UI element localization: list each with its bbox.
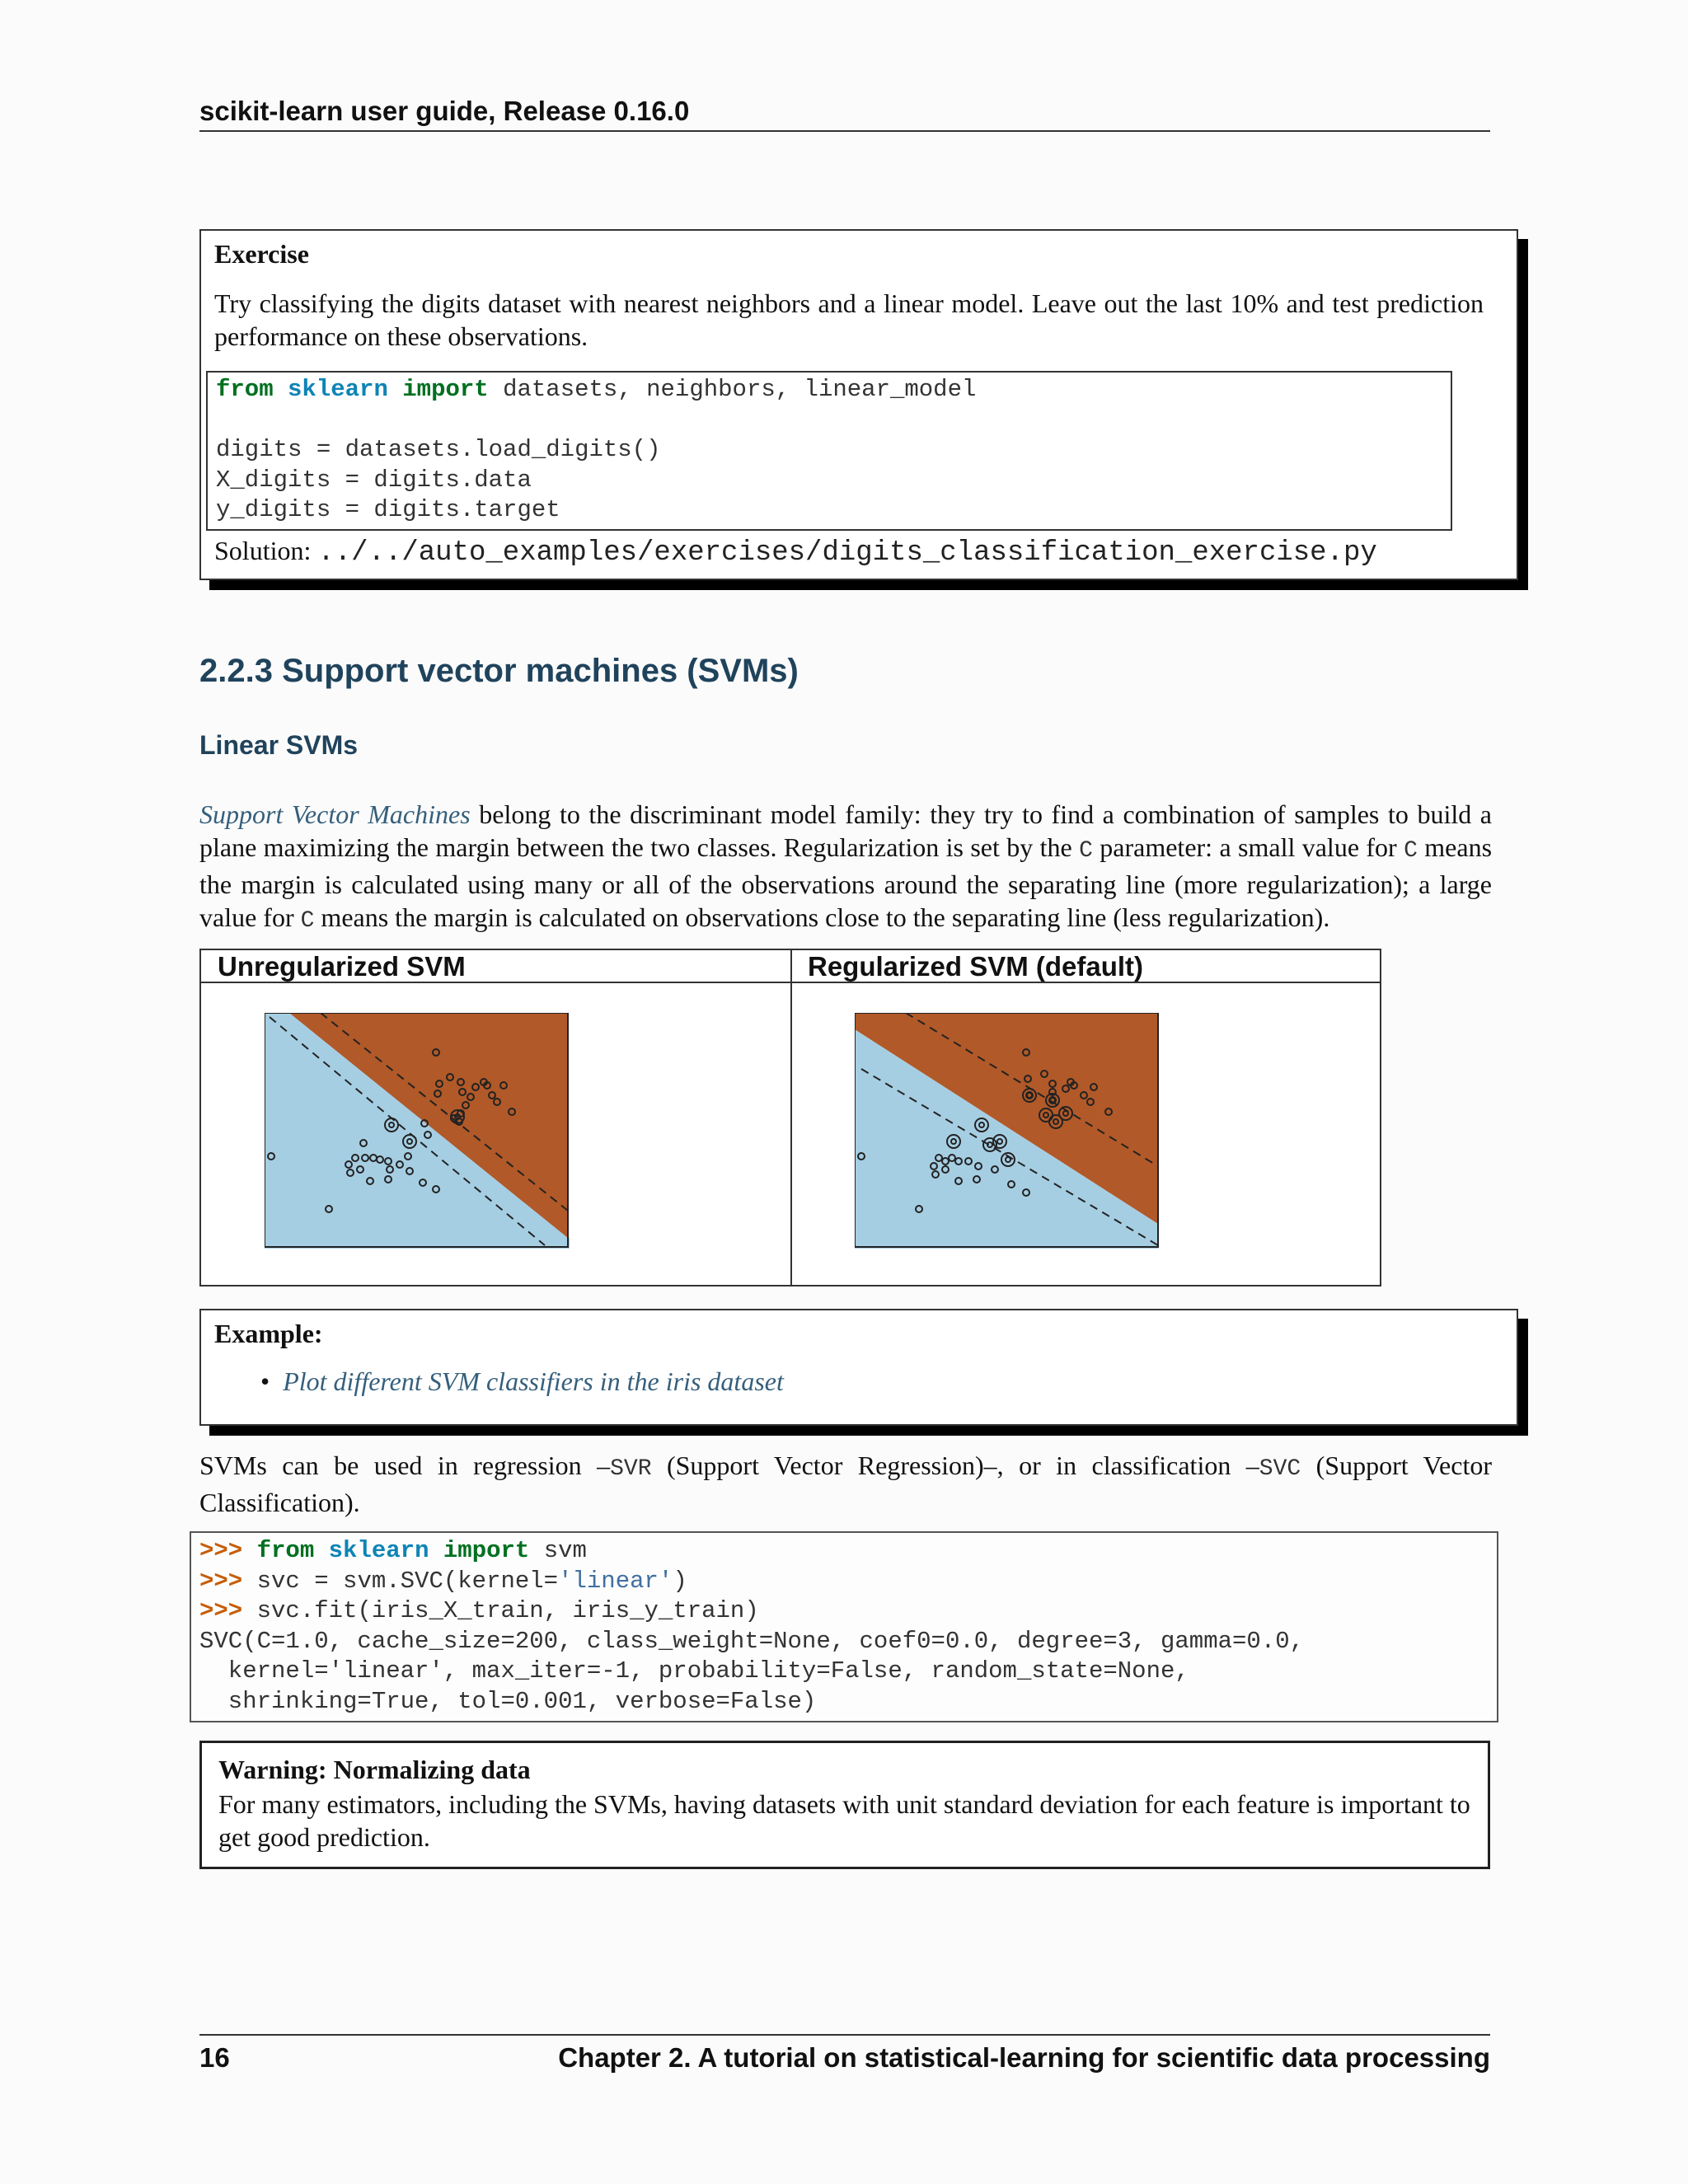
example-title: Example: xyxy=(214,1319,323,1348)
code-module: sklearn xyxy=(288,376,388,403)
footer-rule xyxy=(199,2034,1490,2036)
subsection-heading: Linear SVMs xyxy=(199,730,359,760)
regularized-svm-plot xyxy=(855,1013,1160,1249)
warning-title: Warning: Normalizing data xyxy=(218,1755,531,1784)
code-output: shrinking=True, tol=0.001, verbose=False) xyxy=(199,1687,817,1715)
code-line: y_digits = digits.target xyxy=(216,496,560,523)
text-run: belong to the discriminant model family: they try to find a combination of samples to build a plane maximizing the margin between the two classes. Regularization is set by the xyxy=(199,799,1493,862)
warning-text: For many estimators, including the SVMs, having datasets with unit standard deviation for each feature is important to get good prediction. xyxy=(218,1789,1470,1852)
figure-divider xyxy=(790,950,792,1285)
code-text: datasets, neighbors, linear_model xyxy=(488,376,977,403)
code-string: 'linear' xyxy=(558,1567,673,1595)
svm-link[interactable]: Support Vector Machines xyxy=(199,799,471,829)
page-number: 16 xyxy=(199,2042,230,2073)
inline-code: C xyxy=(300,908,315,934)
bullet: • xyxy=(260,1366,270,1396)
text-run: SVMs can be used in regression – xyxy=(199,1451,611,1480)
inline-code: C xyxy=(1079,838,1093,864)
solution-path-link[interactable]: ../../auto_examples/exercises/digits_classification_exercise.py xyxy=(317,537,1377,569)
code-output: SVC(C=1.0, cache_size=200, class_weight=None, coef0=0.0, degree=3, gamma=0.0, xyxy=(199,1627,1305,1655)
running-header: scikit-learn user guide, Release 0.16.0 xyxy=(199,92,1490,132)
inline-code: C xyxy=(1404,838,1418,864)
regularized-header: Regularized SVM (default) xyxy=(791,950,1380,983)
text-run: means the margin is calculated using many or all of the observations around the separating line (more regularization); a large value for xyxy=(199,832,1493,932)
code-text: svm xyxy=(529,1537,587,1564)
svc-code: SVC xyxy=(1259,1456,1301,1482)
code-text: svc.fit(iris_X_train, iris_y_train) xyxy=(242,1597,759,1624)
code-prompt: >>> xyxy=(199,1567,243,1595)
unregularized-header: Unregularized SVM xyxy=(201,950,791,983)
code-keyword: import xyxy=(402,376,489,403)
exercise-box xyxy=(199,229,1518,580)
code-prompt: >>> xyxy=(199,1597,243,1624)
intro-paragraph xyxy=(199,798,1492,938)
warning-box xyxy=(199,1741,1490,1869)
iris-example-link[interactable]: Plot different SVM classifiers in the iris dataset xyxy=(283,1366,784,1396)
exercise-title: Exercise xyxy=(214,239,309,269)
text-run: parameter: a small value for xyxy=(1092,832,1404,862)
example-list-item xyxy=(260,1366,784,1397)
code-text: ) xyxy=(673,1567,687,1595)
exercise-text: Try classifying the digits dataset with nearest neighbors and a linear model. Leave out the last 10% and test prediction performance on these observations. xyxy=(214,288,1484,351)
figure-table xyxy=(199,949,1381,1286)
text-run: (Support Vector Classification). xyxy=(199,1451,1492,1517)
svr-code: SVR xyxy=(610,1456,652,1482)
code-keyword: from xyxy=(256,1537,315,1564)
code-keyword: from xyxy=(216,376,274,403)
code-text: svc = svm.SVC(kernel= xyxy=(242,1567,559,1595)
code-line: X_digits = digits.data xyxy=(216,466,532,494)
solution-label: Solution: xyxy=(214,536,312,565)
svm-code-block xyxy=(190,1531,1498,1722)
code-output: kernel='linear', max_iter=-1, probability=False, random_state=None, xyxy=(199,1657,1189,1685)
unregularized-svm-plot xyxy=(265,1013,570,1249)
text-run: means the margin is calculated on observations close to the separating line (less regularization). xyxy=(314,902,1330,932)
chapter-title: Chapter 2. A tutorial on statistical-learning for scientific data processing xyxy=(558,2042,1490,2073)
section-heading: 2.2.3 Support vector machines (SVMs) xyxy=(199,653,799,689)
exercise-code-block xyxy=(206,371,1452,531)
svm-paragraph xyxy=(199,1449,1492,1519)
exercise-solution xyxy=(214,536,1377,569)
example-box xyxy=(199,1309,1518,1426)
code-keyword: import xyxy=(443,1537,530,1564)
text-run: (Support Vector Regression)–, or in classification – xyxy=(651,1451,1259,1480)
code-module: sklearn xyxy=(328,1537,429,1564)
code-line: digits = datasets.load_digits() xyxy=(216,436,661,463)
code-prompt: >>> xyxy=(199,1537,243,1564)
